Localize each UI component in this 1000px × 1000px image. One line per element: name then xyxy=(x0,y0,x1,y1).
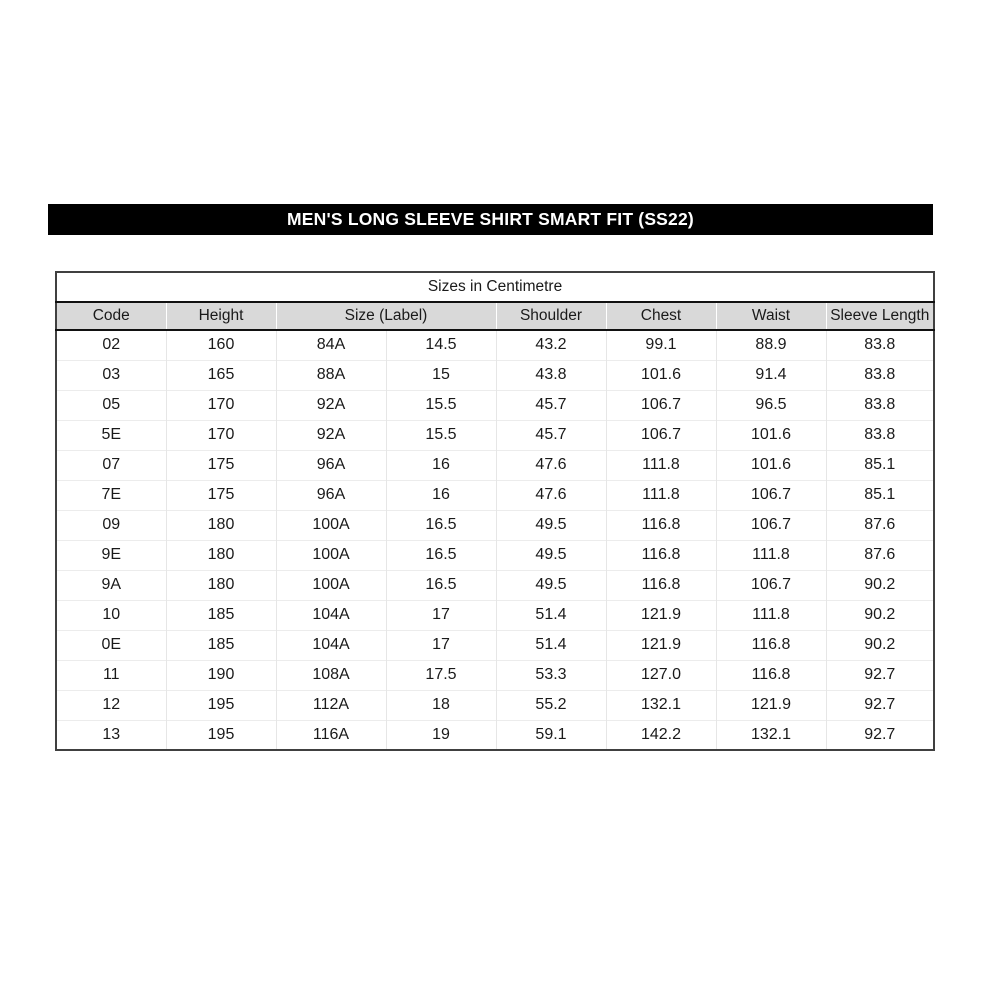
table-row xyxy=(56,420,934,450)
table-cell: 101.6 xyxy=(716,420,826,450)
table-cell: 15 xyxy=(386,360,496,390)
table-cell: 96.5 xyxy=(716,390,826,420)
table-cell: 09 xyxy=(56,510,166,540)
table-cell: 116.8 xyxy=(606,510,716,540)
table-cell: 116.8 xyxy=(606,540,716,570)
table-cell: 90.2 xyxy=(826,600,934,630)
table-cell: 106.7 xyxy=(606,390,716,420)
table-cell: 17.5 xyxy=(386,660,496,690)
table-cell: 17 xyxy=(386,600,496,630)
table-cell: 165 xyxy=(166,360,276,390)
table-cell: 132.1 xyxy=(716,720,826,750)
table-cell: 160 xyxy=(166,330,276,360)
table-cell: 16 xyxy=(386,450,496,480)
column-header-size-label: Size (Label) xyxy=(276,302,496,330)
size-table xyxy=(55,271,935,751)
table-cell: 7E xyxy=(56,480,166,510)
table-cell: 90.2 xyxy=(826,570,934,600)
table-cell: 106.7 xyxy=(716,510,826,540)
table-cell: 51.4 xyxy=(496,630,606,660)
table-cell: 116A xyxy=(276,720,386,750)
table-cell: 43.8 xyxy=(496,360,606,390)
table-cell: 47.6 xyxy=(496,450,606,480)
table-cell: 15.5 xyxy=(386,390,496,420)
table-row xyxy=(56,690,934,720)
table-cell: 9E xyxy=(56,540,166,570)
table-cell: 45.7 xyxy=(496,390,606,420)
table-cell: 03 xyxy=(56,360,166,390)
table-cell: 85.1 xyxy=(826,480,934,510)
table-cell: 104A xyxy=(276,630,386,660)
table-cell: 53.3 xyxy=(496,660,606,690)
table-cell: 87.6 xyxy=(826,540,934,570)
table-cell: 92.7 xyxy=(826,720,934,750)
table-row xyxy=(56,540,934,570)
table-cell: 07 xyxy=(56,450,166,480)
table-cell: 55.2 xyxy=(496,690,606,720)
table-row xyxy=(56,450,934,480)
table-cell: 100A xyxy=(276,570,386,600)
column-header-height: Height xyxy=(166,302,276,330)
table-cell: 116.8 xyxy=(606,570,716,600)
table-cell: 96A xyxy=(276,450,386,480)
table-cell: 175 xyxy=(166,450,276,480)
table-cell: 16.5 xyxy=(386,570,496,600)
column-header-shoulder: Shoulder xyxy=(496,302,606,330)
table-cell: 195 xyxy=(166,690,276,720)
table-cell: 96A xyxy=(276,480,386,510)
table-cell: 83.8 xyxy=(826,390,934,420)
table-cell: 11 xyxy=(56,660,166,690)
table-cell: 101.6 xyxy=(716,450,826,480)
table-cell: 100A xyxy=(276,510,386,540)
table-cell: 180 xyxy=(166,510,276,540)
table-cell: 19 xyxy=(386,720,496,750)
table-cell: 0E xyxy=(56,630,166,660)
table-cell: 92A xyxy=(276,420,386,450)
table-cell: 83.8 xyxy=(826,420,934,450)
table-cell: 83.8 xyxy=(826,360,934,390)
table-cell: 116.8 xyxy=(716,630,826,660)
table-cell: 45.7 xyxy=(496,420,606,450)
table-cell: 16 xyxy=(386,480,496,510)
table-cell: 16.5 xyxy=(386,540,496,570)
table-caption-row xyxy=(56,272,934,302)
table-cell: 47.6 xyxy=(496,480,606,510)
table-caption: Sizes in Centimetre xyxy=(56,272,934,302)
table-cell: 90.2 xyxy=(826,630,934,660)
table-cell: 14.5 xyxy=(386,330,496,360)
table-cell: 104A xyxy=(276,600,386,630)
table-cell: 92A xyxy=(276,390,386,420)
table-cell: 9A xyxy=(56,570,166,600)
table-cell: 111.8 xyxy=(716,600,826,630)
table-row xyxy=(56,510,934,540)
table-row xyxy=(56,600,934,630)
table-cell: 106.7 xyxy=(716,570,826,600)
table-cell: 180 xyxy=(166,540,276,570)
table-cell: 88A xyxy=(276,360,386,390)
table-cell: 88.9 xyxy=(716,330,826,360)
table-cell: 142.2 xyxy=(606,720,716,750)
table-cell: 170 xyxy=(166,420,276,450)
column-header-chest: Chest xyxy=(606,302,716,330)
table-cell: 17 xyxy=(386,630,496,660)
table-cell: 02 xyxy=(102,336,121,354)
table-cell: 170 xyxy=(166,390,276,420)
table-row xyxy=(56,480,934,510)
table-cell: 111.8 xyxy=(606,450,716,480)
table-header-row xyxy=(56,302,934,330)
table-cell: 59.1 xyxy=(496,720,606,750)
table-cell: 43.2 xyxy=(496,330,606,360)
table-cell: 108A xyxy=(276,660,386,690)
table-cell: 106.7 xyxy=(716,480,826,510)
title-bar xyxy=(48,204,933,235)
table-cell: 100A xyxy=(276,540,386,570)
page-title: MEN'S LONG SLEEVE SHIRT SMART FIT (SS22) xyxy=(287,209,694,229)
table-cell: 121.9 xyxy=(716,690,826,720)
table-cell: 121.9 xyxy=(606,600,716,630)
table-cell: 190 xyxy=(166,660,276,690)
table-cell: 99.1 xyxy=(606,330,716,360)
table-cell: 127.0 xyxy=(606,660,716,690)
table-cell: 49.5 xyxy=(496,510,606,540)
column-header-code: Code xyxy=(56,302,166,330)
table-cell: 12 xyxy=(56,690,166,720)
table-cell: 49.5 xyxy=(496,540,606,570)
table-cell: 175 xyxy=(166,480,276,510)
table-row xyxy=(56,570,934,600)
table-cell: 15.5 xyxy=(386,420,496,450)
table-cell: 85.1 xyxy=(826,450,934,480)
table-cell: 111.8 xyxy=(716,540,826,570)
table-row xyxy=(56,360,934,390)
table-cell: 16.5 xyxy=(386,510,496,540)
table-cell: 195 xyxy=(166,720,276,750)
table-cell: 92.7 xyxy=(826,660,934,690)
table-cell: 101.6 xyxy=(606,360,716,390)
table-cell: 185 xyxy=(166,600,276,630)
table-cell: 185 xyxy=(166,630,276,660)
table-cell: 92.7 xyxy=(826,690,934,720)
table-cell: 180 xyxy=(166,570,276,600)
table-cell: 10 xyxy=(56,600,166,630)
table-cell: 121.9 xyxy=(606,630,716,660)
table-cell: 13 xyxy=(56,720,166,750)
table-row xyxy=(56,630,934,660)
table-cell: 83.8 xyxy=(826,330,934,360)
table-cell: 106.7 xyxy=(606,420,716,450)
table-cell: 132.1 xyxy=(606,690,716,720)
table-cell: 111.8 xyxy=(606,480,716,510)
column-header-waist: Waist xyxy=(716,302,826,330)
table-cell: 05 xyxy=(56,390,166,420)
table-cell: 91.4 xyxy=(716,360,826,390)
table-cell: 116.8 xyxy=(716,660,826,690)
table-row xyxy=(56,330,934,360)
table-cell: 84A xyxy=(276,330,386,360)
table-cell: 87.6 xyxy=(826,510,934,540)
table-cell: 49.5 xyxy=(496,570,606,600)
table-row xyxy=(56,720,934,750)
size-chart xyxy=(55,271,933,751)
size-table-body xyxy=(56,330,934,750)
column-header-sleeve-length: Sleeve Length xyxy=(826,302,934,330)
table-cell: 112A xyxy=(276,690,386,720)
table-cell: 18 xyxy=(386,690,496,720)
table-cell: 51.4 xyxy=(496,600,606,630)
table-row xyxy=(56,390,934,420)
table-cell: 5E xyxy=(56,420,166,450)
table-row xyxy=(56,660,934,690)
